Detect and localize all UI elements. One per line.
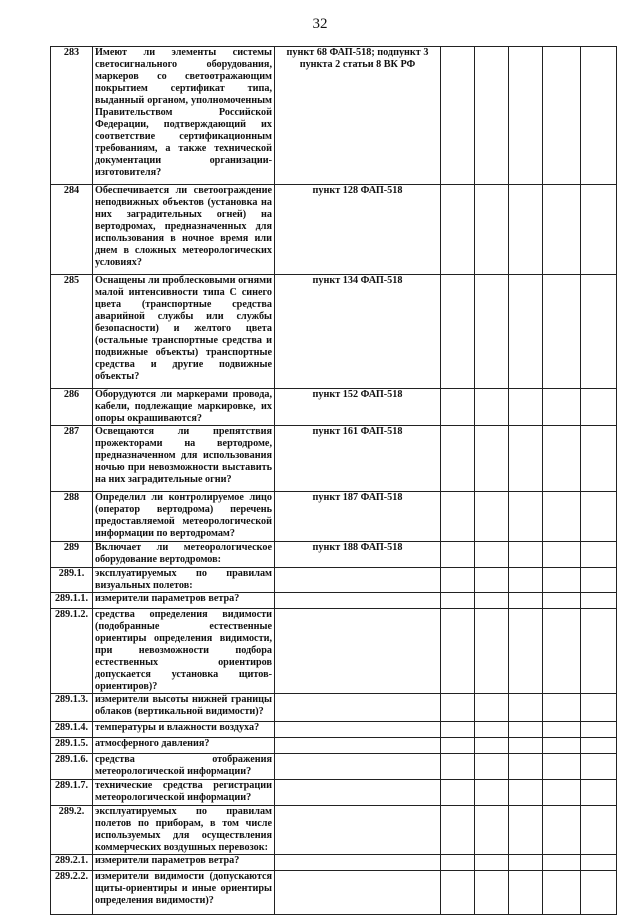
- answer-cell: [441, 738, 475, 754]
- item-number: 289.1.1.: [51, 593, 93, 609]
- table-row: [51, 871, 617, 915]
- item-number: 289.1.6.: [51, 754, 93, 780]
- item-legal-reference: пункт 188 ФАП-518: [275, 542, 441, 568]
- answer-cell: [509, 855, 543, 871]
- answer-cell: [543, 389, 581, 426]
- answer-cell: [441, 806, 475, 855]
- answer-cell: [475, 47, 509, 185]
- answer-cell: [509, 780, 543, 806]
- item-number: 289.1.2.: [51, 609, 93, 694]
- item-question: Обеспечивается ли светоограждение неподвижных объектов (установка на них заградительных огней) на вертодромах, предназначенных для использования в ночное время или днем в сложных метеорологических условиях?: [93, 185, 275, 275]
- answer-cell: [475, 185, 509, 275]
- item-question: технические средства регистрации метеорологической информации?: [93, 780, 275, 806]
- item-number: 289.1.4.: [51, 722, 93, 738]
- answer-cell: [509, 738, 543, 754]
- item-legal-reference: пункт 128 ФАП-518: [275, 185, 441, 275]
- answer-cell: [475, 694, 509, 722]
- item-question: Оснащены ли проблесковыми огнями малой интенсивности типа С синего цвета (транспортные средства аварийной службы или службы безопасности) и желтого цвета (остальные транспортные средства и подвижные объекты) транспортные средства и другие подвижные объекты?: [93, 275, 275, 389]
- answer-cell: [441, 185, 475, 275]
- item-number: 289.1.: [51, 568, 93, 593]
- answer-cell: [475, 275, 509, 389]
- item-number: 289.2.1.: [51, 855, 93, 871]
- item-question: атмосферного давления?: [93, 738, 275, 754]
- item-legal-reference: [275, 754, 441, 780]
- answer-cell: [543, 568, 581, 593]
- table-row: [51, 185, 617, 275]
- answer-cell: [509, 694, 543, 722]
- table-row: [51, 694, 617, 722]
- answer-cell: [543, 47, 581, 185]
- answer-cell: [509, 568, 543, 593]
- answer-cell: [543, 738, 581, 754]
- answer-cell: [581, 492, 617, 542]
- answer-cell: [543, 593, 581, 609]
- answer-cell: [475, 806, 509, 855]
- answer-cell: [509, 871, 543, 915]
- answer-cell: [441, 426, 475, 492]
- answer-cell: [475, 389, 509, 426]
- answer-cell: [543, 694, 581, 722]
- item-legal-reference: [275, 568, 441, 593]
- answer-cell: [581, 871, 617, 915]
- item-question: Определил ли контролируемое лицо (оператор вертодрома) перечень предоставляемой метеорологической информации по вертодромам?: [93, 492, 275, 542]
- item-legal-reference: [275, 609, 441, 694]
- item-legal-reference: [275, 780, 441, 806]
- answer-cell: [441, 871, 475, 915]
- answer-cell: [543, 871, 581, 915]
- answer-cell: [581, 542, 617, 568]
- answer-cell: [509, 609, 543, 694]
- answer-cell: [441, 855, 475, 871]
- answer-cell: [543, 426, 581, 492]
- table-row: [51, 780, 617, 806]
- table-row: [51, 855, 617, 871]
- answer-cell: [581, 855, 617, 871]
- item-number: 287: [51, 426, 93, 492]
- answer-cell: [581, 694, 617, 722]
- item-question: Имеют ли элементы системы светосигнального оборудования, маркеров со светоотражающим покрытием сертификат типа, выданный органом, уполномоченным Правительством Российской Федерации, подтверждающий их соответствие сертификационным требованиям, а также технической документации организации-изготовителя?: [93, 47, 275, 185]
- item-legal-reference: [275, 855, 441, 871]
- table-row: [51, 542, 617, 568]
- item-question: эксплуатируемых по правилам полетов по приборам, в том числе используемых для осуществления коммерческих воздушных перевозок:: [93, 806, 275, 855]
- answer-cell: [543, 780, 581, 806]
- table-row: [51, 568, 617, 593]
- answer-cell: [581, 593, 617, 609]
- answer-cell: [509, 426, 543, 492]
- item-legal-reference: пункт 152 ФАП-518: [275, 389, 441, 426]
- item-legal-reference: [275, 694, 441, 722]
- answer-cell: [475, 722, 509, 738]
- item-legal-reference: [275, 593, 441, 609]
- table-row: [51, 426, 617, 492]
- table-row: [51, 738, 617, 754]
- answer-cell: [475, 568, 509, 593]
- table-row: [51, 47, 617, 185]
- item-number: 289: [51, 542, 93, 568]
- answer-cell: [543, 855, 581, 871]
- answer-cell: [509, 722, 543, 738]
- table-row: [51, 275, 617, 389]
- answer-cell: [581, 754, 617, 780]
- item-legal-reference: [275, 871, 441, 915]
- answer-cell: [441, 593, 475, 609]
- answer-cell: [509, 593, 543, 609]
- item-number: 289.1.7.: [51, 780, 93, 806]
- answer-cell: [475, 871, 509, 915]
- answer-cell: [581, 47, 617, 185]
- answer-cell: [543, 722, 581, 738]
- answer-cell: [475, 609, 509, 694]
- item-number: 289.1.3.: [51, 694, 93, 722]
- item-number: 283: [51, 47, 93, 185]
- answer-cell: [441, 754, 475, 780]
- answer-cell: [475, 754, 509, 780]
- item-legal-reference: пункт 161 ФАП-518: [275, 426, 441, 492]
- table-row: [51, 754, 617, 780]
- item-legal-reference: [275, 806, 441, 855]
- table-row: [51, 722, 617, 738]
- answer-cell: [581, 426, 617, 492]
- answer-cell: [441, 568, 475, 593]
- item-question: Освещаются ли препятствия прожекторами на вертодроме, предназначенном для использования ночью при невозможности выставить на них заградительные огни?: [93, 426, 275, 492]
- table-row: [51, 492, 617, 542]
- answer-cell: [475, 492, 509, 542]
- answer-cell: [581, 806, 617, 855]
- item-question: средства отображения метеорологической информации?: [93, 754, 275, 780]
- item-legal-reference: пункт 187 ФАП-518: [275, 492, 441, 542]
- item-legal-reference: [275, 722, 441, 738]
- answer-cell: [475, 855, 509, 871]
- item-number: 289.2.: [51, 806, 93, 855]
- answer-cell: [543, 492, 581, 542]
- answer-cell: [509, 806, 543, 855]
- item-question: средства определения видимости (подобранные естественные ориентиры определения видимости, при невозможности подбора естественных ориентиров допускается установка щитов-ориентиров)?: [93, 609, 275, 694]
- item-question: эксплуатируемых по правилам визуальных полетов:: [93, 568, 275, 593]
- answer-cell: [581, 389, 617, 426]
- item-number: 286: [51, 389, 93, 426]
- answer-cell: [441, 780, 475, 806]
- answer-cell: [509, 389, 543, 426]
- answer-cell: [543, 754, 581, 780]
- item-number: 288: [51, 492, 93, 542]
- answer-cell: [475, 542, 509, 568]
- answer-cell: [441, 47, 475, 185]
- answer-cell: [543, 185, 581, 275]
- answer-cell: [543, 275, 581, 389]
- answer-cell: [441, 542, 475, 568]
- answer-cell: [475, 738, 509, 754]
- answer-cell: [509, 754, 543, 780]
- item-question: температуры и влажности воздуха?: [93, 722, 275, 738]
- answer-cell: [509, 275, 543, 389]
- item-question: Оборудуются ли маркерами провода, кабели, подлежащие маркировке, их опоры окрашиваются?: [93, 389, 275, 426]
- item-legal-reference: пункт 68 ФАП-518; подпункт 3 пункта 2 статьи 8 ВК РФ: [275, 47, 441, 185]
- answer-cell: [509, 492, 543, 542]
- answer-cell: [581, 609, 617, 694]
- item-question: измерители видимости (допускаются щиты-ориентиры и иные ориентиры определения видимости)?: [93, 871, 275, 915]
- answer-cell: [475, 426, 509, 492]
- answer-cell: [441, 389, 475, 426]
- answer-cell: [581, 722, 617, 738]
- item-number: 289.2.2.: [51, 871, 93, 915]
- item-legal-reference: [275, 738, 441, 754]
- answer-cell: [509, 47, 543, 185]
- answer-cell: [475, 780, 509, 806]
- answer-cell: [543, 542, 581, 568]
- answer-cell: [509, 185, 543, 275]
- answer-cell: [581, 780, 617, 806]
- page-number: 32: [312, 16, 328, 32]
- answer-cell: [581, 738, 617, 754]
- item-question: измерители параметров ветра?: [93, 593, 275, 609]
- answer-cell: [475, 593, 509, 609]
- answer-cell: [543, 609, 581, 694]
- item-number: 285: [51, 275, 93, 389]
- table-row: [51, 609, 617, 694]
- item-question: Включает ли метеорологическое оборудование вертодромов:: [93, 542, 275, 568]
- answer-cell: [441, 275, 475, 389]
- item-number: 284: [51, 185, 93, 275]
- answer-cell: [441, 609, 475, 694]
- answer-cell: [581, 275, 617, 389]
- item-legal-reference: пункт 134 ФАП-518: [275, 275, 441, 389]
- item-question: измерители параметров ветра?: [93, 855, 275, 871]
- checklist-table: [50, 46, 617, 915]
- table-row: [51, 806, 617, 855]
- item-number: 289.1.5.: [51, 738, 93, 754]
- item-question: измерители высоты нижней границы облаков (вертикальной видимости)?: [93, 694, 275, 722]
- answer-cell: [441, 492, 475, 542]
- answer-cell: [441, 722, 475, 738]
- answer-cell: [581, 185, 617, 275]
- answer-cell: [441, 694, 475, 722]
- answer-cell: [581, 568, 617, 593]
- answer-cell: [543, 806, 581, 855]
- answer-cell: [509, 542, 543, 568]
- table-row: [51, 389, 617, 426]
- table-row: [51, 593, 617, 609]
